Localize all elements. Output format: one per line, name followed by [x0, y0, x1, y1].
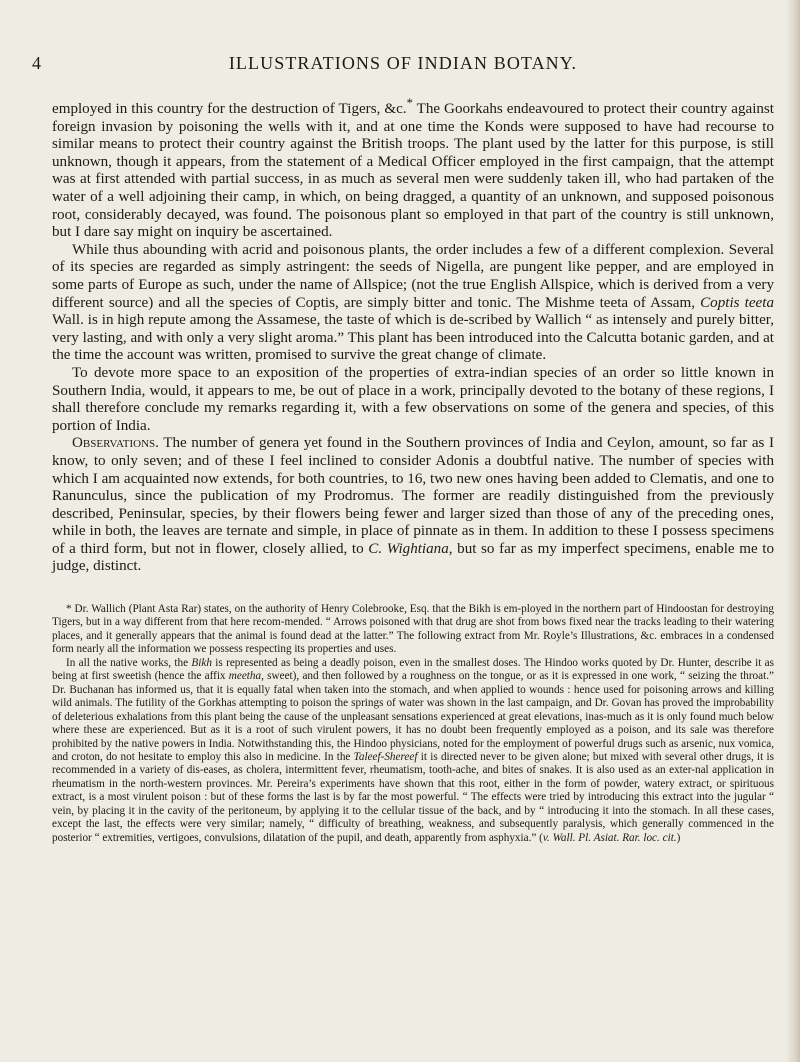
page-number: 4: [32, 53, 43, 73]
c-wightiana-name: C. Wightiana,: [368, 540, 453, 557]
footnotes: [52, 603, 774, 845]
footnote-2-text-a: In all the native works, the: [66, 656, 192, 669]
paragraph-1: [52, 95, 774, 242]
paragraph-4-text-a: The number of genera yet found in the Southern provinces of India and Ceylon, amount, so far as I know, to only seven; and of these I feel inclined to consider Adonis a doubtful native. The number of species with which I am acquainted now extends, for both countries, to 16, two new ones having been added to Clematis, and one to Ranunculus, since the publication of my Prodromus. The former are readily distinguished from the previously described, Peninsular, species, by their flowers being fewer and larger sized than those of any of the preceding ones, while in both, the leaves are ternate and simple, in place of pinnate as in them. In addition to these I possess specimens of a third form, but not in flower, closely allied, to: [52, 435, 774, 557]
paragraph-2-text-a: While thus abounding with acrid and poisonous plants, the order includes a few of a different complexion. Several of its species are regarded as simply astringent: the seeds of: [52, 241, 774, 276]
paragraph-1-text-a: employed in this country for the destruction of Tigers, &c.: [52, 101, 407, 118]
taleef-shereef-title: Taleef-Shereef: [353, 750, 418, 763]
bikh-term: Bikh: [191, 656, 212, 669]
meetha-term: meetha: [228, 670, 262, 683]
running-header: [32, 53, 774, 79]
paragraph-2: [52, 242, 774, 365]
coptis-teeta-name: Coptis teeta: [700, 294, 775, 311]
footnote-marker: *: [406, 96, 413, 110]
footnote-2-text-b: is represented as being a deadly poison, even in the smallest doses. The Hindoo works quoted by Dr. Hunter, describe it as being at first sweetish (hence the affix: [52, 656, 774, 683]
paragraph-4: [52, 435, 774, 576]
main-text: [52, 95, 774, 576]
paragraph-2-text-b: , are pungent like pepper, and are employed in some parts of Europe as such, under the name of Allspice; (not the true English Allspice, which is derived from a very different source) and all the species of Coptis, are simply bitter and tonic. The Mishme teeta of Assam,: [52, 259, 774, 311]
paragraph-1-text-b: The Goorkahs endeavoured to protect their country against foreign invasion by poisoning the wells with it, and at one time the Konds were supposed to have had recourse to similar means to protect their country against the British troops. The plant used by the latter for this purpose, is still unknown, though it appears, from the statement of a Medical Officer employed in the first campaign, that the attempt was at first attended with partial success, in as much as several men were suddenly taken ill, who had partaken of the water of a well adjoining their camp, in which, on being dragged, a quantity of an unknown, and supposed poisonous root, considerably decayed, was found. The poisonous plant so employed in that part of the country is still unknown, but I dare say might on inquiry be ascertained.: [52, 101, 775, 241]
footnote-2-text-e: ): [676, 831, 681, 844]
footnote-1: * Dr. Wallich (Plant Asta Rar) states, on the authority of Henry Colebrooke, Esq. that the Bikh is em-ployed in the northern part of Hindoostan for destroying Tigers, but in a way different from that here recom-mended. “ Arrows poisoned with that drug are shot from bows fixed near the tracks leading to their watering places, and it generally appears that the animal is found dead at the latter.” The following extract from Mr. Royle’s Illustrations, &c. embraces in a condensed form nearly all the information we possess respecting its properties and uses.: [52, 603, 774, 656]
footnote-2-text-d: it is directed never to be given alone; but mixed with several other drugs, it is recommended in a variety of dis-eases, as cholera, intermittent fever, rheumatism, tooth-ache, and bites of snakes. It is also used as an exter-nal application in rheumatism in the north-western provinces. Mr. Pereira’s experiments have shown that this root, either in the form of powder, watery extract, or spirituous extract, is a most virulent poison : but of these forms the last is by far the most powerful. “ The effects were tried by introducing this extract into the jugular “ vein, by placing it in the cavity of the peritoneum, by applying it to the cellular tissue of the back, and by “ introducing it into the stomach. In all these cases, except the last, the effects were very similar; namely, “ difficulty of breathing, weakness, and subsequently paralysis, which generally commenced in the posterior “ extremities, vertigoes, convulsions, dilatation of the pupil, and death, apparently from asphyxia.” (: [52, 750, 774, 844]
observations-heading: Observations.: [72, 435, 159, 452]
footnote-2-text-c: , sweet), and then followed by a roughness on the tongue, or as it is expressed in one work, “ seizing the throat.” Dr. Buchanan has informed us, that it is equally fatal when taken into the stomach, and when applied to wounds : hence used for poisoning arrows and killing wild animals. The futility of the Gorkhas attempting to poison the springs of water was shown in the last campaign, and Dr. Govan has proved the improbability of deleterious exhalations from this plant being the cause of the unpleasant sensations experienced at great elevations, inas-much as it is only found much below where these are experienced. But as it is a root of such virulent powers, it has no doubt been frequently employed as a poison, and its sale was therefore prohibited by the native powers in India. Notwithstanding this, the Hindoo physicians, noted for the employment of powerful drugs such as arsenic, nux vomica, and croton, do not hesitate to employ this also in medicine. In the: [52, 670, 774, 763]
paragraph-3: To devote more space to an exposition of the properties of extra-indian species of an order so little known in Southern India, would, it appears to me, be out of place in a work, principally devoted to the botany of these regions, I shall therefore conclude my remarks regarding it, with a few observations on some of the genera and species, of this portion of India.: [52, 364, 774, 434]
running-title: ILLUSTRATIONS OF INDIAN BOTANY.: [228, 53, 578, 73]
page-edge-shadow: [786, 0, 800, 1062]
paragraph-2-text-c: Wall. is in high repute among the Assamese, the taste of which is de-scribed by Wallich “ as intensely and purely bitter, very lasting, and with only a very slight aroma.” This plant has been introduced into the Calcutta botanic garden, and at the time the account was written, promised to survive the great change of climate.: [52, 312, 774, 364]
footnote-2: [52, 657, 774, 845]
paragraph-4-text-b: but so far as my imperfect specimens, enable me to judge, distinct.: [52, 540, 774, 575]
citation: v. Wall. Pl. Asiat. Rar. loc. cit.: [542, 831, 677, 844]
nigella-name: Nigella: [435, 259, 481, 276]
